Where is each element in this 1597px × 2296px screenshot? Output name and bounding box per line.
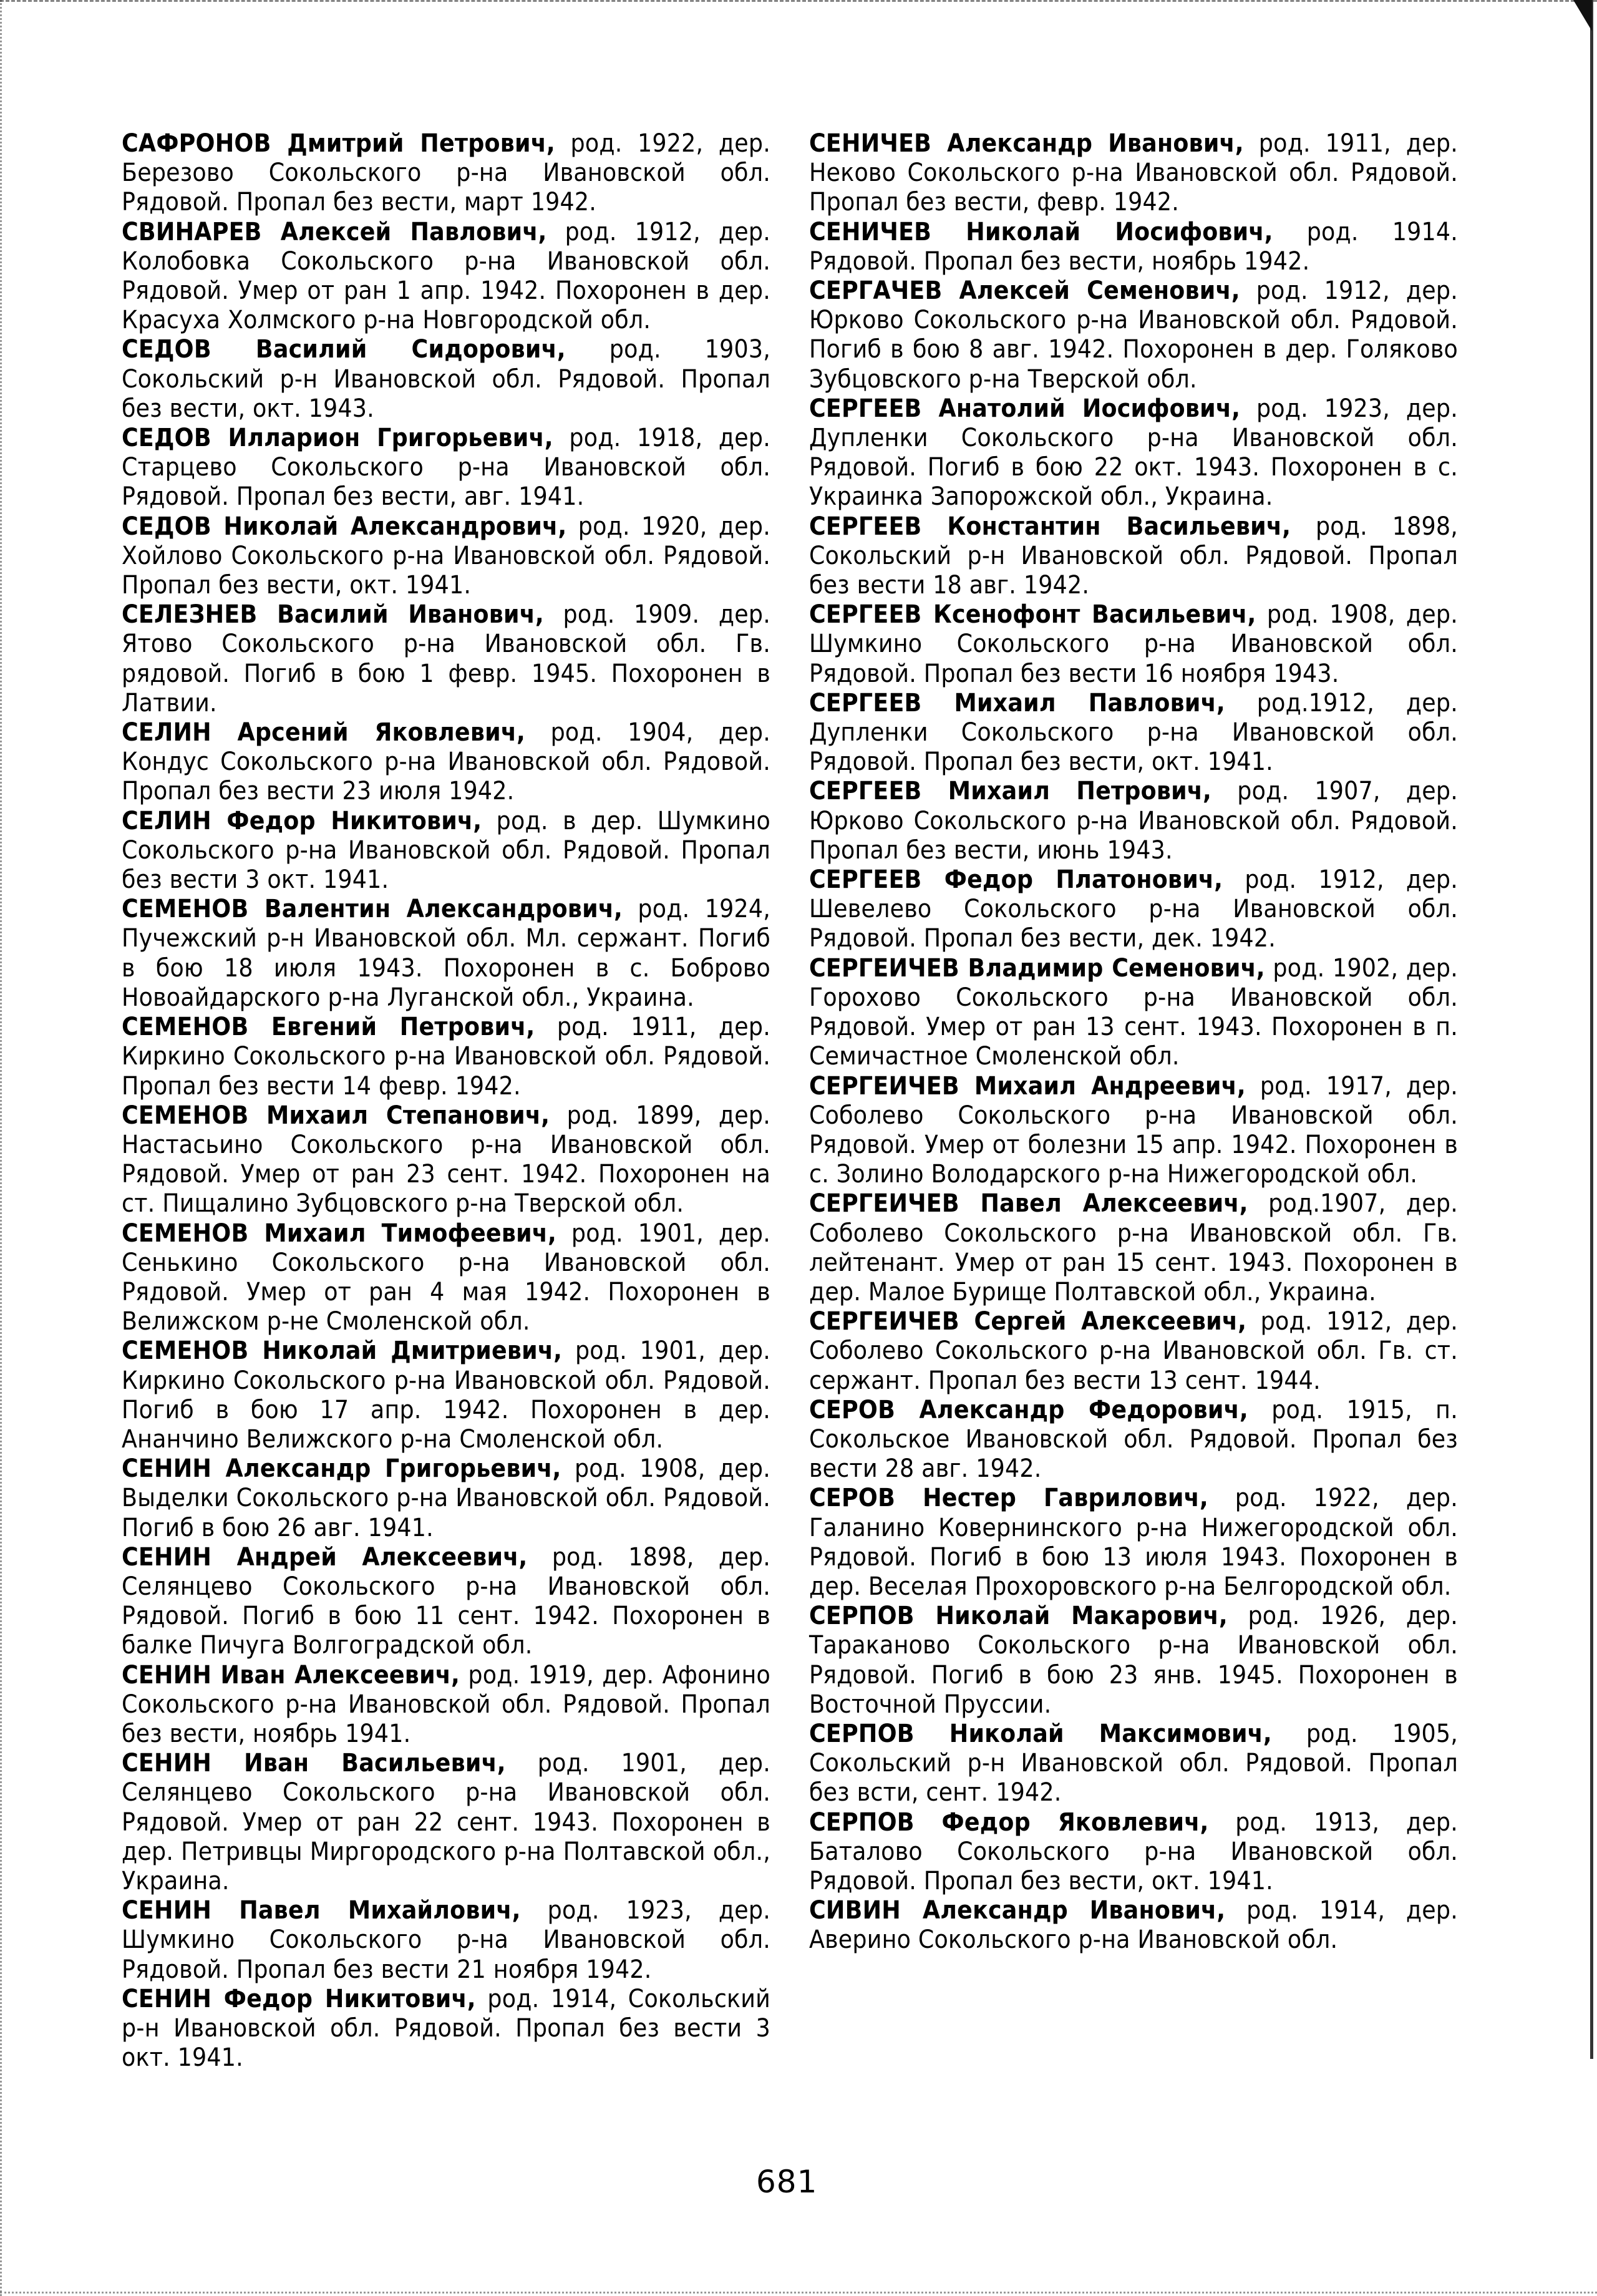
entry-details: род. 1898, дер. Селянцево Сокольского р-на Ивановской обл. Рядовой. Погиб в бою 11 сент. 1942. Похоронен в балке Пичуга Волгоградской обл. (122, 1541, 770, 1660)
memorial-entry (809, 1807, 1458, 1896)
memorial-entry (122, 1984, 770, 2073)
entry-name: СИВИН Александр Иванович, (809, 1895, 1226, 1925)
entry-details: род. 1908, дер. Выделки Сокольского р-на Ивановской обл. Рядовой. Погиб в бою 26 авг. 1941. (122, 1453, 770, 1542)
memorial-entry (122, 1101, 770, 1219)
memorial-entry (809, 217, 1458, 276)
memorial-entry (809, 776, 1458, 865)
entry-name: СЕМЕНОВ Валентин Александрович, (122, 893, 623, 924)
memorial-entry (122, 894, 770, 1012)
memorial-entry (809, 865, 1458, 953)
entry-details: род. 1903, Сокольский р-н Ивановской обл. Рядовой. Пропал без вести, окт. 1943. (122, 334, 770, 423)
memorial-entry (122, 1012, 770, 1101)
memorial-entry (122, 423, 770, 512)
entry-name: СЕНИН Андрей Алексеевич, (122, 1541, 528, 1572)
scan-edge-top (0, 0, 1597, 6)
entry-name: СЕЛИН Арсений Яковлевич, (122, 717, 526, 747)
entry-details: род. 1914, Сокольский р-н Ивановской обл. Рядовой. Пропал без вести 3 окт. 1941. (122, 1983, 771, 2073)
entry-name: СЕРГЕЕВ Анатолий Иосифович, (809, 392, 1241, 423)
entry-details: род. 1923, дер. Дупленки Сокольского р-на Ивановской обл. Рядовой. Погиб в бою 22 окт. 1943. Похоронен в с. Украинка Запорожской обл., Украина. (809, 392, 1458, 512)
memorial-entry (122, 1336, 770, 1454)
entry-name: СЕМЕНОВ Николай Дмитриевич, (122, 1335, 563, 1366)
entry-details: род. 1908, дер. Шумкино Сокольского р-на Ивановской обл. Рядовой. Пропал без вести 16 ноября 1943. (809, 599, 1458, 688)
entry-details: род. 1912, дер. Соболево Сокольского р-на Ивановской обл. Гв. ст. сержант. Пропал без вести 13 сент. 1944. (809, 1306, 1458, 1395)
entry-name: СЕРПОВ Николай Макарович, (809, 1600, 1228, 1631)
memorial-entry (122, 806, 770, 895)
entry-name: СЕРГЕЕВ Федор Платонович, (809, 864, 1223, 895)
entry-name: СЕНИЧЕВ Николай Иосифович, (809, 216, 1273, 246)
entry-name: СЕРГЕЕВ Константин Васильевич, (809, 510, 1291, 541)
page-number: 681 (756, 2164, 818, 2200)
entry-name: САФРОНОВ Дмитрий Петрович, (122, 128, 555, 158)
memorial-entry (122, 334, 770, 423)
entry-name: СЕЛИН Федор Никитович, (122, 805, 482, 835)
entry-details: род. 1911, дер. Неково Сокольского р-на Ивановской обл. Рядовой. Пропал без вести, февр. 1942. (809, 128, 1458, 217)
entry-name: СЕНИН Павел Михайлович, (122, 1895, 521, 1925)
entry-details: род. 1912, дер. Колобовка Сокольского р-на Ивановской обл. Рядовой. Умер от ран 1 апр. 1942. Похоронен в дер. Красуха Холмского р-на Новгородской обл. (122, 216, 770, 335)
memorial-entry (122, 1895, 770, 1984)
entry-name: СЕРОВ Нестер Гаврилович, (809, 1482, 1208, 1513)
entry-name: СЕРГЕИЧЕВ Владимир Семенович, (809, 952, 1265, 983)
entry-name: СЕЛЕЗНЕВ Василий Иванович, (122, 599, 544, 630)
memorial-entry (122, 217, 770, 335)
entry-name: СЕНИН Иван Васильевич, (122, 1748, 506, 1778)
memorial-entry (122, 718, 770, 806)
entry-details: род. 1902, дер. Горохово Сокольского р-на Ивановской обл. Рядовой. Умер от ран 13 сент. 1943. Похоронен в п. Семичастное Смоленской обл. (809, 952, 1458, 1071)
memorial-entry (809, 1395, 1458, 1484)
entry-name: СЕРГЕЕВ Михаил Павлович, (809, 687, 1225, 718)
memorial-entry (809, 1306, 1458, 1395)
memorial-entry (809, 1601, 1458, 1719)
entry-details: род. 1899, дер. Настасьино Сокольского р-на Ивановской обл. Рядовой. Умер от ран 23 сент. 1942. Похоронен на ст. Пищалино Зубцовского р-на Тверской обл. (122, 1099, 770, 1219)
memorial-entry (809, 1071, 1458, 1189)
entry-details: род. 1901, дер. Киркино Сокольского р-на Ивановской обл. Рядовой. Погиб в бою 17 апр. 1942. Похоронен в дер. Ананчино Велижского р-на Смоленской обл. (122, 1335, 770, 1454)
entry-name: СЕНИН Иван Алексеевич, (122, 1659, 460, 1690)
memorial-entry (809, 276, 1458, 394)
memorial-entry (809, 688, 1458, 777)
entry-details: род. 1905, Сокольский р-н Ивановской обл. Рядовой. Пропал без вcти, сент. 1942. (809, 1718, 1458, 1807)
entry-details: род. 1909. дер. Ятово Сокольского р-на Ивановской обл. Гв. рядовой. Погиб в бою 1 февр. 1945. Похоронен в Латвии. (122, 599, 770, 718)
memorial-entry (122, 1660, 770, 1749)
entry-details: род. 1919, дер. Афонино Сокольского р-на Ивановской обл. Рядовой. Пропал без вести, ноябрь 1941. (122, 1659, 770, 1748)
entry-name: СЕРОВ Александр Федорович, (809, 1394, 1248, 1424)
entry-name: СЕДОВ Николай Александрович, (122, 510, 567, 541)
scan-corner-mark (1573, 0, 1592, 31)
entry-details: род.1912, дер. Дупленки Сокольского р-на Ивановской обл. Рядовой. Пропал без вести, окт. 1941. (809, 687, 1458, 777)
right-column (809, 129, 1458, 1955)
entry-name: СЕРГЕИЧЕВ Сергей Алексеевич, (809, 1306, 1247, 1336)
entry-details: род. 1912, дер. Юрково Сокольского р-на Ивановской обл. Рядовой. Погиб в бою 8 авг. 1942. Похоронен в дер. Голяково Зубцовского р-на Тверской обл. (809, 275, 1458, 394)
memorial-entry (122, 600, 770, 718)
entry-name: СЕМЕНОВ Михаил Степанович, (122, 1099, 550, 1130)
entry-details: род. 1924, Пучежский р-н Ивановской обл. Мл. сержант. Погиб в бою 18 июля 1943. Похоронен в с. Боброво Новоайдарского р-на Луганской обл., Украина. (122, 893, 770, 1012)
entry-name: СЕДОВ Василий Сидорович, (122, 334, 566, 364)
memorial-entry (809, 1483, 1458, 1601)
scan-edge-left (0, 0, 6, 2296)
entry-name: СЕРГЕЕВ Ксенофонт Васильевич, (809, 599, 1256, 630)
entry-details: род. 1901, дер. Селянцево Сокольского р-на Ивановской обл. Рядовой. Умер от ран 22 сент. 1943. Похоронен в дер. Петривцы Миргородского р-на Полтавской обл., Украина. (122, 1748, 771, 1895)
memorial-entry (122, 1542, 770, 1660)
left-column (122, 129, 770, 2072)
entry-details: род. 1915, п. Сокольское Ивановской обл. Рядовой. Пропал без вести 28 авг. 1942. (809, 1394, 1458, 1484)
memorial-entry (809, 1189, 1458, 1306)
entry-details: род. 1904, дер. Кондус Сокольского р-на Ивановской обл. Рядовой. Пропал без вести 23 июля 1942. (122, 717, 770, 806)
entry-name: СЕРГЕИЧЕВ Павел Алексеевич, (809, 1188, 1248, 1219)
entry-details: род. 1914, дер. Аверино Сокольского р-на Ивановской обл. (809, 1895, 1458, 1955)
entry-name: СВИНАРЕВ Алексей Павлович, (122, 216, 547, 246)
entry-name: СЕРПОВ Николай Максимович, (809, 1718, 1272, 1748)
entry-name: СЕРГЕЕВ Михаил Петрович, (809, 776, 1212, 806)
entry-details: род. 1912, дер. Шевелево Сокольского р-на Ивановской обл. Рядовой. Пропал без вести, дек. 1942. (809, 864, 1458, 953)
entry-name: СЕНИН Федор Никитович, (122, 1983, 476, 2013)
memorial-entry (809, 394, 1458, 512)
memorial-entry (122, 129, 770, 217)
entry-details: род. 1913, дер. Баталово Сокольского р-на Ивановской обл. Рядовой. Пропал без вести, окт. 1941. (809, 1806, 1458, 1895)
entry-details: род. 1907, дер. Юрково Сокольского р-на Ивановской обл. Рядовой. Пропал без вести, июнь 1943. (809, 776, 1458, 865)
memorial-entry (809, 512, 1458, 600)
memorial-entry (809, 1719, 1458, 1807)
memorial-entry (809, 953, 1458, 1071)
entry-name: СЕРГЕИЧЕВ Михаил Андреевич, (809, 1070, 1246, 1101)
entry-details: род. 1898, Сокольский р-н Ивановской обл. Рядовой. Пропал без вести 18 авг. 1942. (809, 510, 1458, 600)
entry-name: СЕДОВ Илларион Григорьевич, (122, 422, 553, 453)
entry-details: род. 1918, дер. Старцево Сокольского р-на Ивановской обл. Рядовой. Пропал без вести, авг. 1941. (122, 422, 770, 512)
entry-name: СЕНИН Александр Григорьевич, (122, 1453, 561, 1484)
entry-details: род. 1911, дер. Киркино Сокольского р-на Ивановской обл. Рядовой. Пропал без вести 14 февр. 1942. (122, 1011, 770, 1101)
entry-name: СЕРПОВ Федор Яковлевич, (809, 1806, 1209, 1837)
entry-name: СЕНИЧЕВ Александр Иванович, (809, 128, 1244, 158)
entry-name: СЕМЕНОВ Михаил Тимофеевич, (122, 1217, 557, 1248)
entry-details: род. в дер. Шумкино Сокольского р-на Ивановской обл. Рядовой. Пропал без вести 3 окт. 1941. (122, 805, 770, 895)
memorial-entry (809, 1895, 1458, 1954)
entry-details: род. 1926, дер. Тараканово Сокольского р-на Ивановской обл. Рядовой. Погиб в бою 23 янв. 1945. Похоронен в Восточной Пруссии. (809, 1600, 1458, 1719)
entry-details: род.1907, дер. Соболево Сокольского р-на Ивановской обл. Гв. лейтенант. Умер от ран 15 сент. 1943. Похоронен в дер. Малое Бурище Полтавской обл., Украина. (809, 1188, 1458, 1306)
scan-edge-bottom (0, 2289, 1597, 2294)
entry-name: СЕМЕНОВ Евгений Петрович, (122, 1011, 535, 1042)
entry-details: род. 1922, дер. Березово Сокольского р-на Ивановской обл. Рядовой. Пропал без вести, март 1942. (122, 128, 770, 217)
entry-details: род. 1922, дер. Галанино Ковернинского р-на Нижегородской обл. Рядовой. Погиб в бою 13 июля 1943. Похоронен в дер. Веселая Прохоровского р-на Белгородской обл. (809, 1482, 1458, 1601)
memorial-entry (809, 129, 1458, 217)
entry-details: род. 1920, дер. Хойлово Сокольского р-на Ивановской обл. Рядовой. Пропал без вести, окт. 1941. (122, 510, 770, 600)
memorial-entry (122, 1454, 770, 1542)
scan-edge-right (1584, 0, 1593, 2059)
memorial-entry (122, 1748, 770, 1895)
entry-details: род. 1901, дер. Сенькино Сокольского р-на Ивановской обл. Рядовой. Умер от ран 4 мая 1942. Похоронен в Велижском р-не Смоленской обл. (122, 1217, 770, 1336)
entry-name: СЕРГАЧЕВ Алексей Семенович, (809, 275, 1240, 306)
entry-details: род. 1917, дер. Соболево Сокольского р-на Ивановской обл. Рядовой. Умер от болезни 15 апр. 1942. Похоронен в с. Золино Володарского р-на Нижегородской обл. (809, 1070, 1458, 1189)
memorial-entry (122, 1219, 770, 1336)
entry-details: род. 1923, дер. Шумкино Сокольского р-на Ивановской обл. Рядовой. Пропал без вести 21 ноября 1942. (122, 1895, 770, 1984)
memorial-entry (122, 512, 770, 600)
memorial-entry (809, 600, 1458, 688)
entry-details: род. 1914. Рядовой. Пропал без вести, ноябрь 1942. (809, 216, 1458, 276)
